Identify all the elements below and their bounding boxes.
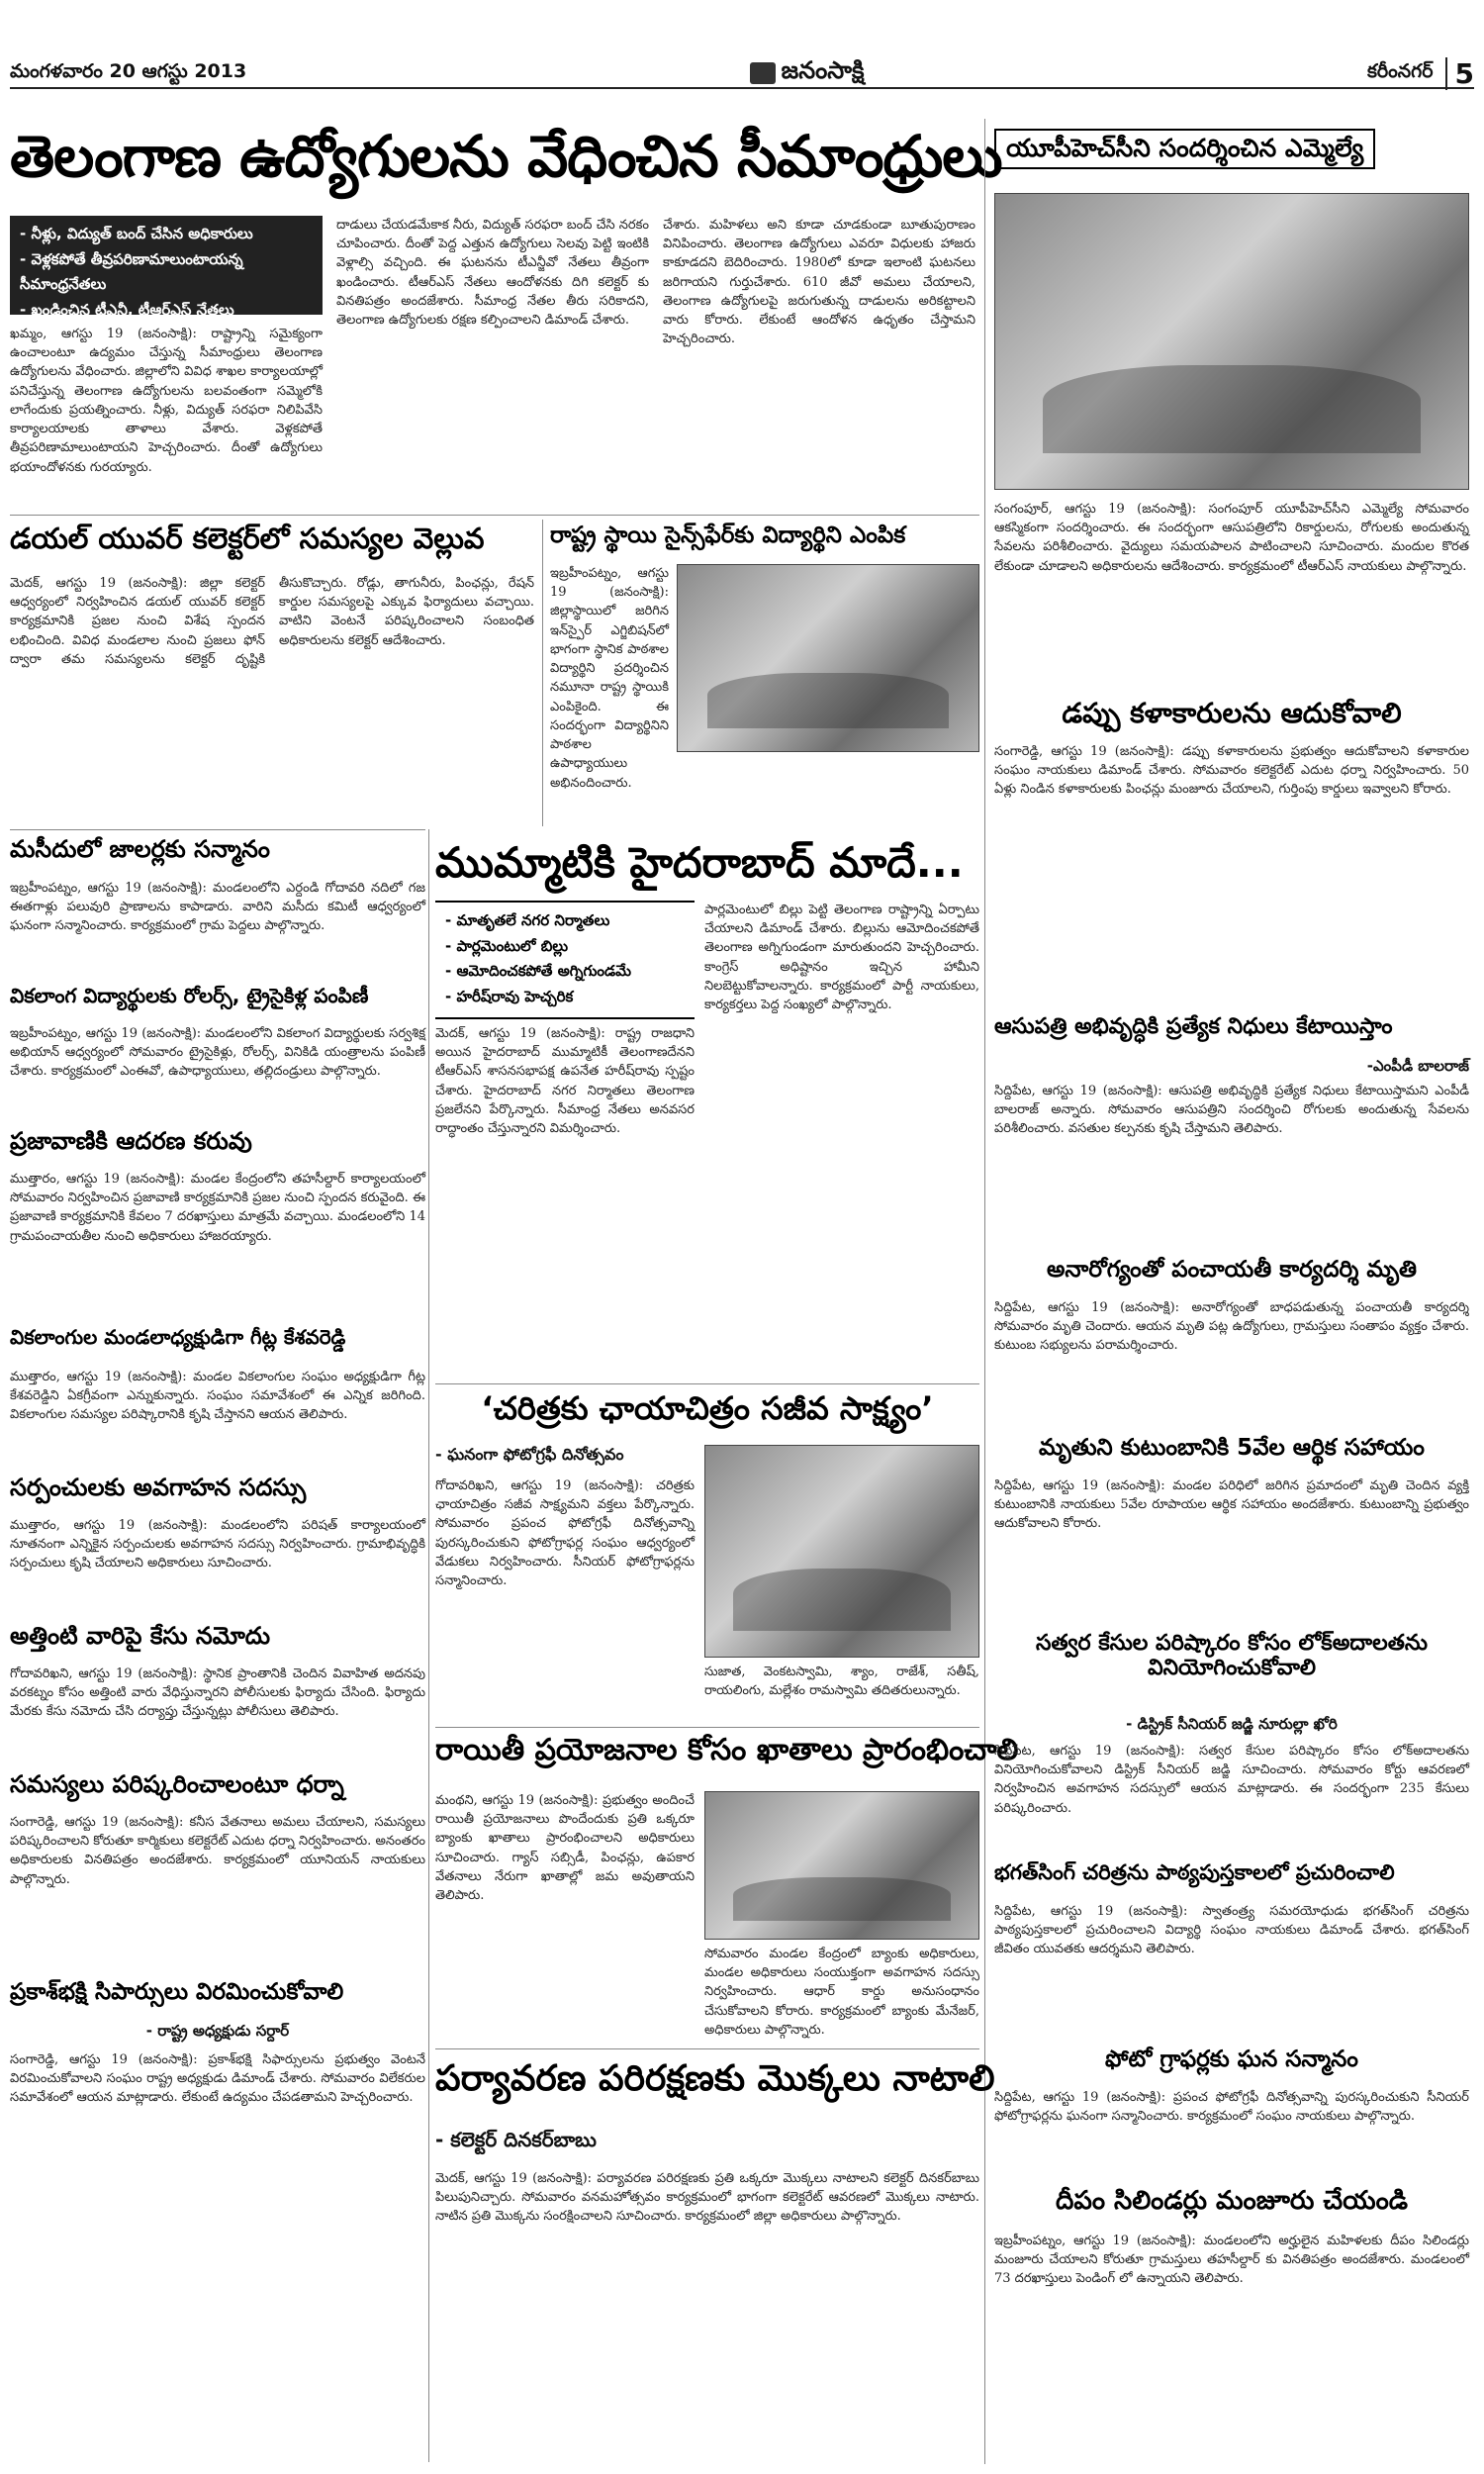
lokadalat-headline-block — [994, 1631, 1469, 1710]
rayithi-headline: రాయితీ ప్రయోజనాల కోసం ఖాతాలు ప్రారంభించాలి — [435, 1733, 1019, 1767]
dial-headline: డయల్ యువర్ కలెక్టర్‌లో సమస్యల వెల్లువ — [10, 522, 485, 555]
kutumba-headline-block — [994, 1435, 1469, 1475]
issue-date: మంగళవారం 20 ఆగస్టు 2013 — [10, 59, 247, 82]
parya-body: మెదక్, ఆగస్టు 19 (జనంసాక్షి): పర్యావరణ పరిరక్షణకు ప్రతి ఒక్కరూ మొక్కలు నాటాలని కలెక్టర్ దినకర్‌బాబు పిలుపునిచ్చారు. సోమవారం వనమహోత్సవం కార్యక్రమంలో భాగంగా కలెక్టరేట్ ఆవరణలో మొక్కలు నాటారు. నాటిన ప్రతి మొక్కను సంరక్షించాలని సూచించారు. కార్యక్రమంలో జిల్లా అధికారులు పాల్గొన్నారు. — [435, 2171, 979, 2225]
atta-headline-block — [10, 1623, 425, 1663]
panchayat-headline-block — [994, 1257, 1469, 1296]
keshava-headline-block — [10, 1326, 425, 1366]
lead-headline: తెలంగాణ ఉద్యోగులను వేధించిన సీమాంధ్రులు — [10, 123, 1002, 190]
dharna-headline-block — [10, 1771, 425, 1811]
dappu-body: సంగారెడ్డి, ఆగస్టు 19 (జనంసాక్షి): డప్పు కళాకారులను ప్రభుత్వం ఆదుకోవాలని కళాకారుల సంఘం నాయకులు డిమాండ్ చేశారు. సోమవారం కలెక్టరేట్ ఎదుట ధర్నా నిర్వహించారు. 50 ఏళ్లు నిండిన కళాకారులకు పింఛన్లు మంజూరు చేయాలని, గుర్తింపు కార్డులు ఇవ్వాలని కోరారు. — [994, 744, 1469, 798]
parya-headline-block — [435, 2058, 995, 2120]
masjid-body: ఇబ్రహీంపట్నం, ఆగస్టు 19 (జనంసాక్షి): మండలంలోని ఎర్దండి గోదావరి నదిలో గజ ఈతగాళ్లు పలువురి ప్రాణాలను కాపాడారు. వారిని మసీదు కమిటీ ఆధ్వర్యంలో ఘనంగా సన్మానించారు. కార్యక్రమంలో గ్రామ పెద్దలు పాల్గొన్నారు. — [10, 881, 425, 934]
prakash-byline: - రాష్ట్ర అధ్యక్షుడు సర్దార్ — [145, 2022, 290, 2040]
page-number: 5 — [1445, 57, 1474, 90]
chaaya-headline: ‘చరిత్రకు ఛాయాచిత్రం సజీవ సాక్ష్యం’ — [481, 1389, 934, 1427]
mla-visit-headline-block — [994, 129, 1469, 178]
row-rule — [435, 2048, 979, 2049]
photo-felic-body: సిద్దిపేట, ఆగస్టు 19 (జనంసాక్షి): ప్రపంచ ఫోటోగ్రఫీ దినోత్సవాన్ని పురస్కరించుకుని సీనియర్ ఫోటోగ్రాఫర్లను ఘనంగా సన్మానించారు. కార్యక్రమంలో సంఘం నాయకులు పాల్గొన్నారు. — [994, 2090, 1469, 2125]
lokadalat-byline-block — [994, 1714, 1469, 1740]
mummati-bullet-2: - పార్లమెంటులో బిల్లు — [445, 936, 569, 955]
dial-body: మెదక్, ఆగస్టు 19 (జనంసాక్షి): జిల్లా కలెక్టర్ ఆధ్వర్యంలో నిర్వహించిన డయల్ యువర్ కలెక్టర్ కార్యక్రమానికి ప్రజల నుంచి విశేష స్పందన లభించింది. వివిధ మండలాల నుంచి ప్రజలు ఫోన్ ద్వారా తమ సమస్యలను కలెక్టర్ దృష్టికి తీసుకొచ్చారు. రోడ్లు, తాగునీరు, పింఛన్లు, రేషన్ కార్డుల సమస్యలపై ఎక్కువ ఫిర్యాదులు వచ్చాయి. వాటిని వెంటనే పరిష్కరించాలని సంబంధిత అధికారులను కలెక్టర్ ఆదేశించారు. — [10, 576, 534, 667]
dappu-headline-block — [994, 698, 1469, 739]
lead-body-1: ఖమ్మం, ఆగస్టు 19 (జనంసాక్షి): రాష్ట్రాన్ని సమైక్యంగా ఉంచాలంటూ ఉద్యమం చేస్తున్న సీమాంధ్రులు తెలంగాణ ఉద్యోగులను వేధించారు. జిల్లాలోని వివిధ శాఖల కార్యాలయాల్లో పనిచేస్తున్న తెలంగాణ ఉద్యోగులను బలవంతంగా సమ్మెలోకి లాగేందుకు ప్రయత్నించారు. నీళ్లు, విద్యుత్ సరఫరా నిలిపివేసి కార్యాలయాలకు తాళాలు వేశారు. వెళ్లకపోతే తీవ్రపరిణామాలుంటాయని హెచ్చరించారు. దీంతో ఉద్యోగులు భయాందోళనకు గురయ్యారు. — [10, 327, 323, 475]
lead-bullet-2: - వెళ్లకపోతే తీవ్రపరిణామాలుంటాయన్న సీమాంధ్రనేతలు — [20, 249, 243, 293]
masjid-headline-block — [10, 836, 425, 878]
prakash-headline-block — [10, 1979, 425, 2019]
prakash-headline: ప్రకాశ్‌భక్షి సిపార్సులు విరమించుకోవాలి — [10, 1979, 344, 2005]
masthead-right — [1367, 57, 1474, 90]
chaaya-headline-block — [435, 1390, 979, 1440]
paper-name: జనంసాక్షి — [781, 56, 865, 84]
mummati-body-2: పార్లమెంటులో బిల్లు పెట్టి తెలంగాణ రాష్ట్రాన్ని ఏర్పాటు చేయాలని డిమాండ్ చేశారు. బిల్లును ఆమోదించకపోతే తెలంగాణ అగ్నిగుండంగా మారుతుందని హెచ్చరించారు. కాంగ్రెస్ అధిష్టానం ఇచ్చిన హామీని నిలబెట్టుకోవాలన్నారు. కార్యక్రమంలో పార్టీ నాయకులు, కార్యకర్తలు పెద్ద సంఖ్యలో పాల్గొన్నారు. — [704, 903, 979, 1013]
hospital-body: సిద్దిపేట, ఆగస్టు 19 (జనంసాక్షి): ఆసుపత్రి అభివృద్ధికి ప్రత్యేక నిధులు కేటాయిస్తామని ఎంపీడీ బాలరాజ్ అన్నారు. సోమవారం ఆసుపత్రిని సందర్శించి రోగులకు అందుతున్న సేవలను పరిశీలించారు. వసతుల కల్పనకు కృషి చేస్తామని తెలిపారు. — [994, 1084, 1469, 1137]
lead-bullet-1: - నీళ్లు, విద్యుత్ బంద్ చేసిన అధికారులు — [20, 225, 253, 242]
sarpanch-headline-block — [10, 1475, 425, 1514]
prakash-byline-block — [10, 2021, 425, 2048]
column-rule — [428, 829, 429, 2462]
vikalanga-headline-block — [10, 985, 425, 1022]
mla-visit-body: సంగంపూర్, ఆగస్టు 19 (జనంసాక్షి): సంగంపూర్ యూపీహెచ్‌సీని ఎమ్మెల్యే సోమవారం ఆకస్మికంగా సందర్శించారు. ఈ సందర్భంగా ఆసుపత్రిలోని రికార్డులను, రోగులకు అందుతున్న సేవలను పరిశీలించారు. వైద్యులు సమయపాలన పాటించాలని సూచించారు. మందుల కొరత లేకుండా చూడాలని అధికారులను ఆదేశించారు. కార్యక్రమంలో టీఆర్ఎస్ నాయకులు పాల్గొన్నారు. — [994, 502, 1469, 574]
lokadalat-body: సిద్దిపేట, ఆగస్టు 19 (జనంసాక్షి): సత్వర కేసుల పరిష్కారం కోసం లోక్‌అదాలతను వినియోగించుకోవాలని డిస్ట్రిక్ సీనియర్ జడ్జి సూచించారు. సోమవారం కోర్టు ఆవరణలో నిర్వహించిన అవగాహన సదస్సులో ఆయన మాట్లాడారు. ఈ సందర్భంగా 235 కేసులు పరిష్కరించారు. — [994, 1744, 1469, 1816]
mummati-bullets — [435, 901, 695, 1019]
kutumba-body: సిద్దిపేట, ఆగస్టు 19 (జనంసాక్షి): మండల పరిధిలో జరిగిన ప్రమాదంలో మృతి చెందిన వ్యక్తి కుటుంబానికి నాయకులు 5వేల రూపాయల ఆర్థిక సహాయం అందజేశారు. కుటుంబాన్ని ప్రభుత్వం ఆదుకోవాలని కోరారు. — [994, 1478, 1469, 1532]
prajavani-headline: ప్రజావాణికి ఆదరణ కరువు — [10, 1127, 252, 1155]
rayithi-body-2: సోమవారం మండల కేంద్రంలో బ్యాంకు అధికారులు, మండల అధికారులు సంయుక్తంగా అవగాహన సదస్సు నిర్వహించారు. ఆధార్ కార్డు అనుసంధానం చేసుకోవాలని కోరారు. కార్యక్రమంలో బ్యాంకు మేనేజర్, అధికారులు పాల్గొన్నారు. — [704, 1947, 979, 2038]
bhagat-body: సిద్దిపేట, ఆగస్టు 19 (జనంసాక్షి): స్వాతంత్ర్య సమరయోధుడు భగత్‌సింగ్ చరిత్రను పాఠ్యపుస్తకాలలో ప్రచురించాలని విద్యార్థి సంఘం నాయకులు డిమాండ్ చేశారు. భగత్‌సింగ్ జీవితం యువతకు ఆదర్శమని తెలిపారు. — [994, 1904, 1469, 1957]
row-rule — [435, 1727, 979, 1728]
bhagat-headline: భగత్‌సింగ్ చరిత్రను పాఠ్యపుస్తకాలలో ప్రచురించాలి — [994, 1860, 1395, 1884]
mummati-bullet-1: - మాతృతలే నగర నిర్మాతలు — [445, 911, 610, 929]
prajavani-headline-block — [10, 1128, 425, 1168]
masthead — [10, 56, 1474, 90]
chaaya-photo — [704, 1445, 979, 1658]
lokadalat-headline-2: వినియోగించుకోవాలి — [1147, 1656, 1317, 1681]
vikalanga-headline: వికలాంగ విద్యార్థులకు రోలర్స్, ట్రైసైకిళ్ల పంపిణీ — [10, 984, 369, 1007]
column-rule — [984, 119, 985, 2464]
rayithi-body-1: మంథని, ఆగస్టు 19 (జనంసాక్షి): ప్రభుత్వం అందించే రాయితీ ప్రయోజనాలు పొందేందుకు ప్రతి ఒక్కరూ బ్యాంకు ఖాతాలు ప్రారంభించాలని అధికారులు సూచించారు. గ్యాస్ సబ్సిడీ, పింఛన్లు, ఉపకార వేతనాలు నేరుగా ఖాతాల్లో జమ అవుతాయని తెలిపారు. — [435, 1793, 695, 1904]
edition-region: కరీంనగర్ — [1366, 59, 1434, 82]
atta-headline: అత్తింటి వారిపై కేసు నమోదు — [10, 1622, 271, 1650]
prakash-body: సంగారెడ్డి, ఆగస్టు 19 (జనంసాక్షి): ప్రకాశ్‌భక్షి సిఫార్సులను ప్రభుత్వం వెంటనే విరమించుకోవాలని సంఘం రాష్ట్ర అధ్యక్షుడు డిమాండ్ చేశారు. సోమవారం విలేకరుల సమావేశంలో ఆయన మాట్లాడారు. లేకుంటే ఉద్యమం చేపడతామని హెచ్చరించారు. — [10, 2052, 425, 2106]
dharna-headline: సమస్యలు పరిష్కరించాలంటూ ధర్నా — [10, 1770, 344, 1798]
keshava-body: ముత్తారం, ఆగస్టు 19 (జనంసాక్షి): మండల వికలాంగుల సంఘం అధ్యక్షుడిగా గీట్ల కేశవరెడ్డిని ఏకగ్రీవంగా ఎన్నుకున్నారు. సంఘం సమావేశంలో ఈ ఎన్నిక జరిగింది. వికలాంగుల సమస్యల పరిష్కారానికి కృషి చేస్తానని ఆయన తెలిపారు. — [10, 1370, 425, 1423]
keshava-headline: వికలాంగుల మండలాధ్యక్షుడిగా గీట్ల కేశవరెడ్డి — [10, 1325, 346, 1349]
mummati-headline-block — [435, 839, 979, 899]
science-headline: రాష్ట్ర స్థాయి సైన్స్‌ఫేర్‌కు విద్యార్థిని ఎంపిక — [550, 523, 906, 548]
mla-visit-photo — [994, 193, 1469, 490]
science-body: ఇబ్రహీంపట్నం, ఆగస్టు 19 (జనంసాక్షి): జిల్లాస్థాయిలో జరిగిన ఇన్‌స్పైర్ ఎగ్జిబిషన్‌లో భాగంగా స్థానిక పాఠశాల విద్యార్థిని ప్రదర్శించిన నమూనా రాష్ట్ర స్థాయికి ఎంపికైంది. ఈ సందర్భంగా విద్యార్థినిని పాఠశాల ఉపాధ్యాయులు అభినందించారు. — [550, 566, 669, 791]
hospital-byline: -ఎంపీడీ బాలరాజ్ — [1366, 1057, 1469, 1075]
photo-felic-headline: ఫోటో గ్రాఫర్లకు ఘన సన్మానం — [1105, 2046, 1358, 2072]
deepam-headline-block — [994, 2187, 1469, 2229]
photo-felic-headline-block — [994, 2046, 1469, 2086]
atta-body: గోదావరిఖని, ఆగస్టు 19 (జనంసాక్షి): స్థానిక ప్రాంతానికి చెందిన వివాహిత అదనపు వరకట్నం కోసం అత్తింటి వారు వేధిస్తున్నారని పోలీసులకు ఫిర్యాదు చేసింది. ఫిర్యాదు మేరకు కేసు నమోదు చేసి దర్యాప్తు చేస్తున్నట్లు పోలీసులు తెలిపారు. — [10, 1666, 425, 1720]
vikalanga-body: ఇబ్రహీంపట్నం, ఆగస్టు 19 (జనంసాక్షి): మండలంలోని వికలాంగ విద్యార్థులకు సర్వశిక్ష అభియాన్ ఆధ్వర్యంలో సోమవారం ట్రైసైకిళ్లు, రోలర్స్, వినికిడి యంత్రాలను పంపిణీ చేశారు. కార్యక్రమంలో ఎంఈవో, ఉపాధ్యాయులు, తల్లిదండ్రులు పాల్గొన్నారు. — [10, 1026, 425, 1080]
row-rule — [10, 515, 979, 516]
parya-headline: పర్యావరణ పరిరక్షణకు మొక్కలు నాటాలి — [435, 2058, 995, 2099]
sarpanch-headline: సర్పంచులకు అవగాహన సదస్సు — [10, 1474, 307, 1501]
lead-body-3: చేశారు. మహిళలు అని కూడా చూడకుండా బూతుపురాణం వినిపించారు. తెలంగాణ ఉద్యోగులు ఎవరూ విధులకు హాజరు కాకూడదని బెదిరించారు. 1980లో కూడా ఇలాంటి ఘటనలు జరిగాయని గుర్తుచేశారు. 610 జీవో అమలు చేయాలని, తెలంగాణ ఉద్యోగులపై జరుగుతున్న దాడులను అరికట్టాలని వారు కోరారు. లేకుంటే ఆందోళన ఉధృతం చేస్తామని హెచ్చరించారు. — [663, 218, 975, 347]
hospital-headline: ఆసుపత్రి అభివృద్ధికి ప్రత్యేక నిధులు కేటాయిస్తాం — [994, 1014, 1393, 1039]
chaaya-byline: - ఘనంగా ఫోటోగ్రఫీ దినోత్సవం — [435, 1445, 624, 1464]
hospital-headline-block — [994, 1014, 1469, 1054]
paper-logo — [750, 56, 865, 90]
sarpanch-body: ముత్తారం, ఆగస్టు 19 (జనంసాక్షి): మండలంలోని పరిషత్ కార్యాలయంలో నూతనంగా ఎన్నికైన సర్పంచులకు అవగాహన సదస్సు నిర్వహించారు. గ్రామాభివృద్ధికి సర్పంచులు కృషి చేయాలని అధికారులు సూచించారు. — [10, 1518, 425, 1571]
deepam-headline: దీపం సిలిండర్లు మంజూరు చేయండి — [1055, 2186, 1408, 2216]
row-rule — [435, 1383, 979, 1384]
lokadalat-headline-1: సత్వర కేసుల పరిష్కారం కోసం లోక్‌అదాలతను — [1036, 1631, 1428, 1656]
lead-bullets — [10, 216, 323, 319]
column-rule — [542, 520, 543, 826]
mummati-headline: ముమ్మాటికి హైదరాబాద్ మాదే... — [435, 838, 964, 887]
prajavani-body: ముత్తారం, ఆగస్టు 19 (జనంసాక్షి): మండల కేంద్రంలోని తహసీల్దార్ కార్యాలయంలో సోమవారం నిర్వహించిన ప్రజావాణి కార్యక్రమానికి ప్రజల నుంచి స్పందన కరువైంది. ఈ ప్రజావాణి కార్యక్రమానికి కేవలం 7 దరఖాస్తులు మాత్రమే వచ్చాయి. మండలంలోని 14 గ్రామపంచాయతీల నుంచి అధికారులు హాజరయ్యారు. — [10, 1172, 425, 1244]
panchayat-headline: అనారోగ్యంతో పంచాయతీ కార్యదర్శి మృతి — [1047, 1257, 1417, 1283]
mummati-bullet-4: - హరీష్‌రావు హెచ్చరిక — [445, 987, 574, 1005]
panchayat-body: సిద్దిపేట, ఆగస్టు 19 (జనంసాక్షి): అనారోగ్యంతో బాధపడుతున్న పంచాయతీ కార్యదర్శి సోమవారం మృతి చెందారు. ఆయన మృతి పట్ల ఉద్యోగులు, గ్రామస్తులు సంతాపం వ్యక్తం చేశారు. కుటుంబ సభ్యులను పరామర్శించారు. — [994, 1300, 1469, 1354]
dharna-body: సంగారెడ్డి, ఆగస్టు 19 (జనంసాక్షి): కనీస వేతనాలు అమలు చేయాలని, సమస్యలు పరిష్కరించాలని కోరుతూ కార్మికులు కలెక్టరేట్ ఎదుట ధర్నా నిర్వహించారు. అనంతరం అధికారులకు వినతిపత్రం అందజేశారు. కార్యక్రమంలో యూనియన్ నాయకులు పాల్గొన్నారు. — [10, 1815, 425, 1887]
lokadalat-byline: - డిస్ట్రిక్ సీనియర్ జడ్జి నూరుల్లా ఖోరి — [1126, 1715, 1338, 1733]
chaaya-byline-block — [435, 1445, 695, 1473]
science-photo — [677, 564, 979, 752]
parya-byline: - కలెక్టర్ దినకర్‌బాబు — [435, 2128, 597, 2151]
parya-byline-block — [435, 2128, 695, 2167]
logo-mark-icon — [750, 62, 776, 84]
chaaya-caption: సుజాత, వెంకటస్వామి, శ్యాం, రాజేశ్, సతీష్, రాయలింగు, మల్లేశం రామస్వామి తదితరులున్నారు. — [704, 1665, 979, 1699]
rayithi-headline-block — [435, 1733, 1019, 1788]
kutumba-headline: మృతుని కుటుంబానికి 5వేల ఆర్థిక సహాయం — [1039, 1435, 1425, 1461]
lead-bullet-3: - ఖండించిన టీఎన్జీ, టీఆర్ఎస్ నేతలు — [20, 300, 234, 319]
lead-headline-block — [10, 123, 1002, 213]
science-headline-block — [550, 523, 979, 562]
chaaya-body: గోదావరిఖని, ఆగస్టు 19 (జనంసాక్షి): చరిత్రకు ఛాయాచిత్రం సజీవ సాక్ష్యమని వక్తలు పేర్కొన్నారు. సోమవారం ప్రపంచ ఫోటోగ్రఫీ దినోత్సవాన్ని పురస్కరించుకుని ఫోటోగ్రాఫర్ల సంఘం ఆధ్వర్యంలో వేడుకలు నిర్వహించారు. సీనియర్ ఫోటోగ్రాఫర్లను సన్మానించారు. — [435, 1478, 695, 1589]
row-rule — [10, 829, 425, 830]
deepam-body: ఇబ్రహీంపట్నం, ఆగస్టు 19 (జనంసాక్షి): మండలంలోని అర్హులైన మహిళలకు దీపం సిలిండర్లు మంజూరు చేయాలని కోరుతూ గ్రామస్తులు తహసీల్దార్ కు వినతిపత్రం అందజేశారు. మండలంలో 73 దరఖాస్తులు పెండింగ్ లో ఉన్నాయని తెలిపారు. — [994, 2234, 1469, 2287]
mummati-body-1: మెదక్, ఆగస్టు 19 (జనంసాక్షి): రాష్ట్ర రాజధాని అయిన హైదరాబాద్ ముమ్మాటికీ తెలంగాణదేనని టీఆర్ఎస్ శాసనసభాపక్ష ఉపనేత హరీష్‌రావు స్పష్టం చేశారు. హైదరాబాద్ నగర నిర్మాతలు తెలంగాణ ప్రజలేనని పేర్కొన్నారు. సీమాంధ్ర నేతలు అనవసర రాద్ధాంతం చేస్తున్నారని విమర్శించారు. — [435, 1026, 695, 1137]
mummati-bullet-3: - ఆమోదించకపోతే అగ్నిగుండమే — [445, 962, 631, 980]
hospital-byline-block — [994, 1056, 1469, 1080]
rayithi-photo — [704, 1791, 979, 1940]
mla-visit-headline: యూపీహెచ్‌సీని సందర్శించిన ఎమ్మెల్యే — [994, 129, 1375, 169]
dappu-headline: డప్పు కళాకారులను ఆదుకోవాలి — [1062, 697, 1402, 729]
dial-headline-block — [10, 523, 534, 572]
bhagat-headline-block — [994, 1860, 1469, 1900]
lead-body-2: దాడులు చేయడమేకాక నీరు, విద్యుత్ సరఫరా బంద్ చేసి నరకం చూపించారు. దీంతో పెద్ద ఎత్తున ఉద్యోగులు సెలవు పెట్టి ఇంటికి వెళ్లాల్సి వచ్చింది. ఈ ఘటనను టీఎన్జీవో నేతలు తీవ్రంగా ఖండించారు. టీఆర్ఎస్ నేతలు ఆందోళనకు దిగి కలెక్టర్ కు వినతిపత్రం అందజేశారు. సీమాంధ్ర నేతల తీరు సరికాదని, తెలంగాణ ఉద్యోగులకు రక్షణ కల్పించాలని డిమాండ్ చేశారు. — [336, 218, 649, 329]
masjid-headline: మసీదులో జాలర్లకు సన్మానం — [10, 835, 270, 863]
